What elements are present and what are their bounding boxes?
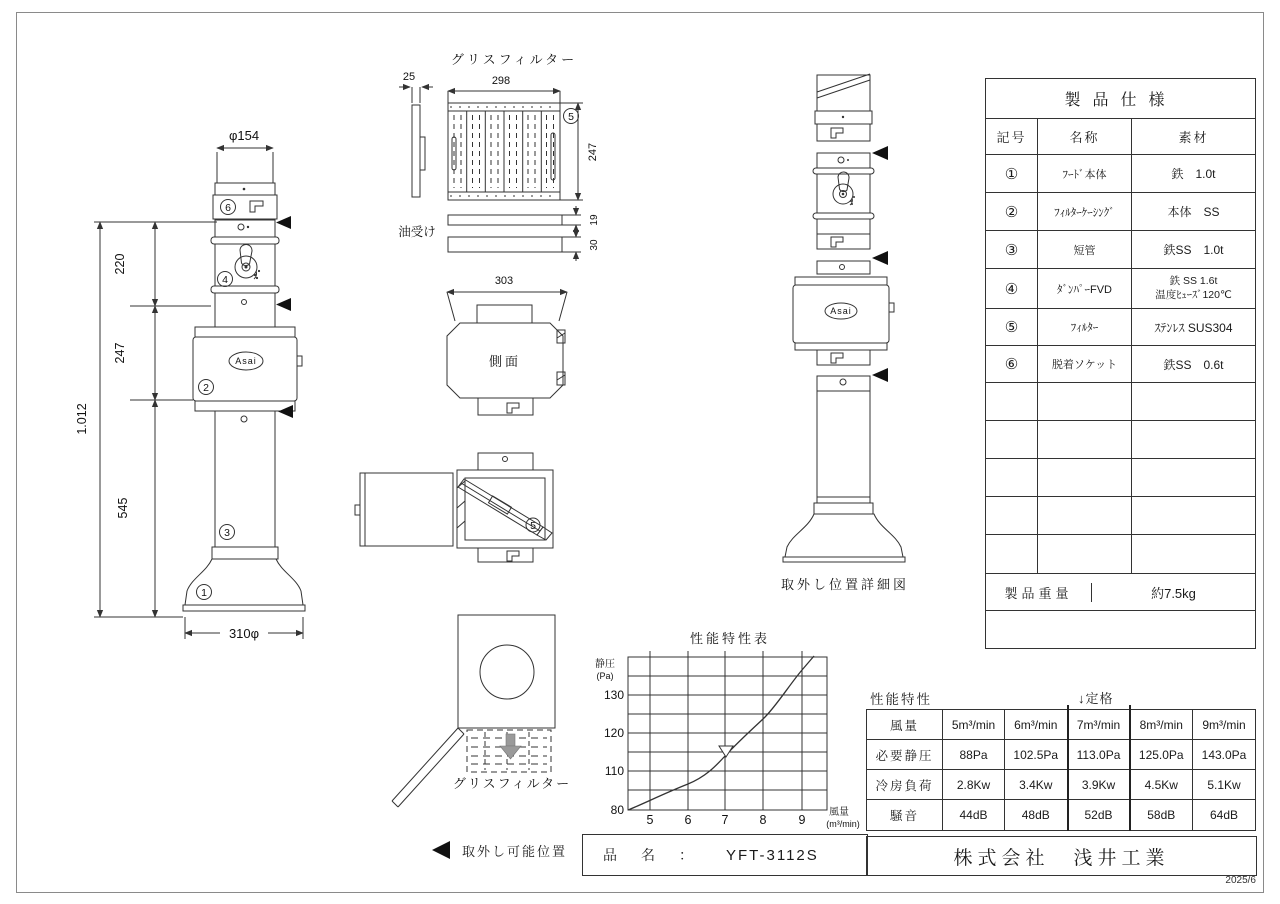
perf-row-noise: 騒音 44dB 48dB 52dB 58dB 64dB (867, 800, 1256, 831)
spec-col-name: 名称 (1038, 119, 1132, 155)
bottom-view-filter-slot (467, 730, 551, 772)
exploded-view-caption: 取外し位置詳細図 (780, 577, 910, 592)
front-bottom-diameter-dim (185, 617, 303, 641)
weight-label: 製品重量 (986, 583, 1092, 602)
filter-height-dim (560, 103, 599, 200)
removable-position-legend: 取外し可能位置 (430, 839, 567, 861)
front-long-pipe (215, 411, 275, 547)
callout-2: 2 (203, 382, 209, 394)
spec-empty-row (986, 383, 1256, 421)
part-name-label: 品 名 ： (603, 847, 698, 863)
chart-y-axis (595, 657, 624, 817)
performance-table (866, 709, 1256, 831)
svg-text:247: 247 (587, 142, 599, 162)
chart-title: 性能特性表 (689, 631, 771, 646)
svg-text:310φ: 310φ (228, 626, 260, 641)
svg-text:303: 303 (494, 275, 514, 287)
spec-col-symbol: 記号 (986, 119, 1038, 155)
bottom-view-drawing (385, 598, 615, 823)
side-view-label: 側面 (488, 354, 522, 369)
svg-text:120: 120 (603, 726, 624, 740)
svg-text:(m³/min): (m³/min) (826, 819, 860, 829)
side-view-drawing (350, 268, 605, 573)
oil-tray-label: 油受け (398, 225, 436, 239)
svg-text:風量: 風量 (829, 807, 849, 818)
spec-col-material: 素材 (1132, 119, 1256, 155)
svg-text:25: 25 (402, 71, 416, 83)
svg-text:80: 80 (610, 803, 624, 817)
removable-marker-icon (872, 251, 888, 265)
callout-5: 5 (568, 111, 574, 123)
callout-1: 1 (201, 587, 207, 599)
rated-border-stub (1067, 705, 1069, 711)
front-socket-section (213, 183, 277, 219)
front-height-dims (75, 222, 217, 617)
front-top-diameter-dim (217, 128, 273, 183)
removable-marker-icon (278, 405, 293, 418)
rated-border-stub (1129, 705, 1131, 711)
callout-5: 5 (530, 520, 536, 532)
performance-table-block (866, 686, 1257, 831)
callout-4: 4 (222, 274, 228, 286)
insert-arrow-icon (506, 734, 515, 746)
spec-table (985, 78, 1256, 649)
svg-text:7: 7 (721, 813, 729, 827)
rated-label: ↓定格 (1078, 691, 1114, 706)
removable-marker-icon (872, 368, 888, 382)
svg-text:5: 5 (646, 813, 654, 827)
spec-weight-row (986, 574, 1256, 611)
callout-6: 6 (225, 202, 231, 214)
front-damper-section (211, 237, 279, 293)
part-number: YFT-3112S (726, 846, 819, 864)
svg-text:130: 130 (603, 688, 624, 702)
asai-logo: Asai (830, 306, 852, 316)
perf-row-airflow: 風量 5m³/min 6m³/min 7m³/min 8m³/min 9m³/min (867, 710, 1256, 740)
spec-empty-row (986, 535, 1256, 574)
spec-empty-row (986, 421, 1256, 459)
spec-table-title: 製品仕様 (986, 79, 1256, 119)
svg-text:247: 247 (113, 342, 127, 364)
svg-text:8: 8 (759, 813, 767, 827)
spec-row: ⑤ ﾌｨﾙﾀｰ ｽﾃﾝﾚｽ SUS304 (986, 309, 1256, 346)
front-filter-casing (193, 327, 302, 411)
exploded-view-drawing (745, 60, 980, 605)
svg-text:6: 6 (684, 813, 692, 827)
grease-filter-title: グリスフィルター (450, 52, 578, 67)
exploded-pipe-hood (783, 376, 905, 562)
asai-logo: Asai (235, 356, 257, 366)
svg-text:(Pa): (Pa) (596, 671, 614, 681)
spec-row: ④ ﾀﾞﾝﾊﾟｰFVD 鉄 SS 1.6t 温度ﾋｭｰｽﾞ120℃ (986, 269, 1256, 309)
svg-text:1.012: 1.012 (75, 403, 89, 435)
spec-row: ⑥ 脱着ソケット 鉄SS 0.6t (986, 346, 1256, 383)
performance-chart (585, 625, 885, 840)
chart-x-axis (647, 806, 860, 829)
removable-marker-icon (276, 216, 291, 229)
bottom-filter-label: グリスフィルター (452, 776, 572, 791)
spec-row: ③ 短管 鉄SS 1.0t (986, 231, 1256, 269)
svg-text:545: 545 (116, 497, 130, 519)
svg-text:30: 30 (589, 239, 600, 251)
front-short-pipe-top (215, 220, 275, 237)
spec-empty-row (986, 611, 1256, 649)
company-block: 株式会社 浅井工業 (866, 836, 1257, 876)
perf-row-pressure: 必要静圧 88Pa 102.5Pa 113.0Pa 125.0Pa 143.0Pa (867, 740, 1256, 770)
side-width-dim (447, 275, 567, 321)
insert-arrow-icon (500, 746, 521, 759)
svg-text:19: 19 (589, 214, 600, 226)
svg-text:220: 220 (113, 253, 127, 275)
spec-empty-row (986, 497, 1256, 535)
filter-front-view (448, 103, 560, 200)
callout-3: 3 (224, 527, 230, 539)
exploded-top-duct (815, 74, 872, 141)
exploded-damper-unit (813, 153, 874, 249)
side-open-view (355, 453, 553, 562)
removable-marker-icon (872, 146, 888, 160)
removable-marker-icon (430, 839, 452, 861)
side-body (447, 305, 565, 415)
front-view-drawing (70, 80, 320, 655)
exploded-filter-casing (793, 261, 894, 365)
filter-thickness-dim (399, 71, 433, 103)
spec-empty-row (986, 459, 1256, 497)
drawing-date: 2025/6 (1225, 875, 1256, 886)
svg-text:298: 298 (491, 75, 511, 87)
front-hood-flare (183, 547, 305, 611)
filter-width-dim (448, 75, 560, 103)
weight-value: 約7.5kg (1151, 585, 1196, 601)
svg-text:静圧: 静圧 (595, 659, 615, 670)
svg-text:9: 9 (798, 813, 806, 827)
oil-tray-views (398, 206, 600, 261)
part-name-block (582, 834, 868, 876)
front-short-pipe-mid (215, 293, 275, 327)
svg-text:φ154: φ154 (228, 128, 260, 143)
removable-marker-icon (276, 298, 291, 311)
chart-grid (628, 651, 827, 810)
perf-row-cooling: 冷房負荷 2.8Kw 3.4Kw 3.9Kw 4.5Kw 5.1Kw (867, 770, 1256, 800)
grease-filter-drawing (395, 40, 625, 265)
svg-text:110: 110 (604, 764, 624, 778)
spec-row: ② ﾌｨﾙﾀｰｹｰｼﾝｸﾞ 本体 SS (986, 193, 1256, 231)
spec-row: ① ﾌｰﾄﾞ本体 鉄 1.0t (986, 155, 1256, 193)
filter-side-view (412, 105, 425, 197)
perf-table-title: 性能特性 (870, 692, 932, 707)
